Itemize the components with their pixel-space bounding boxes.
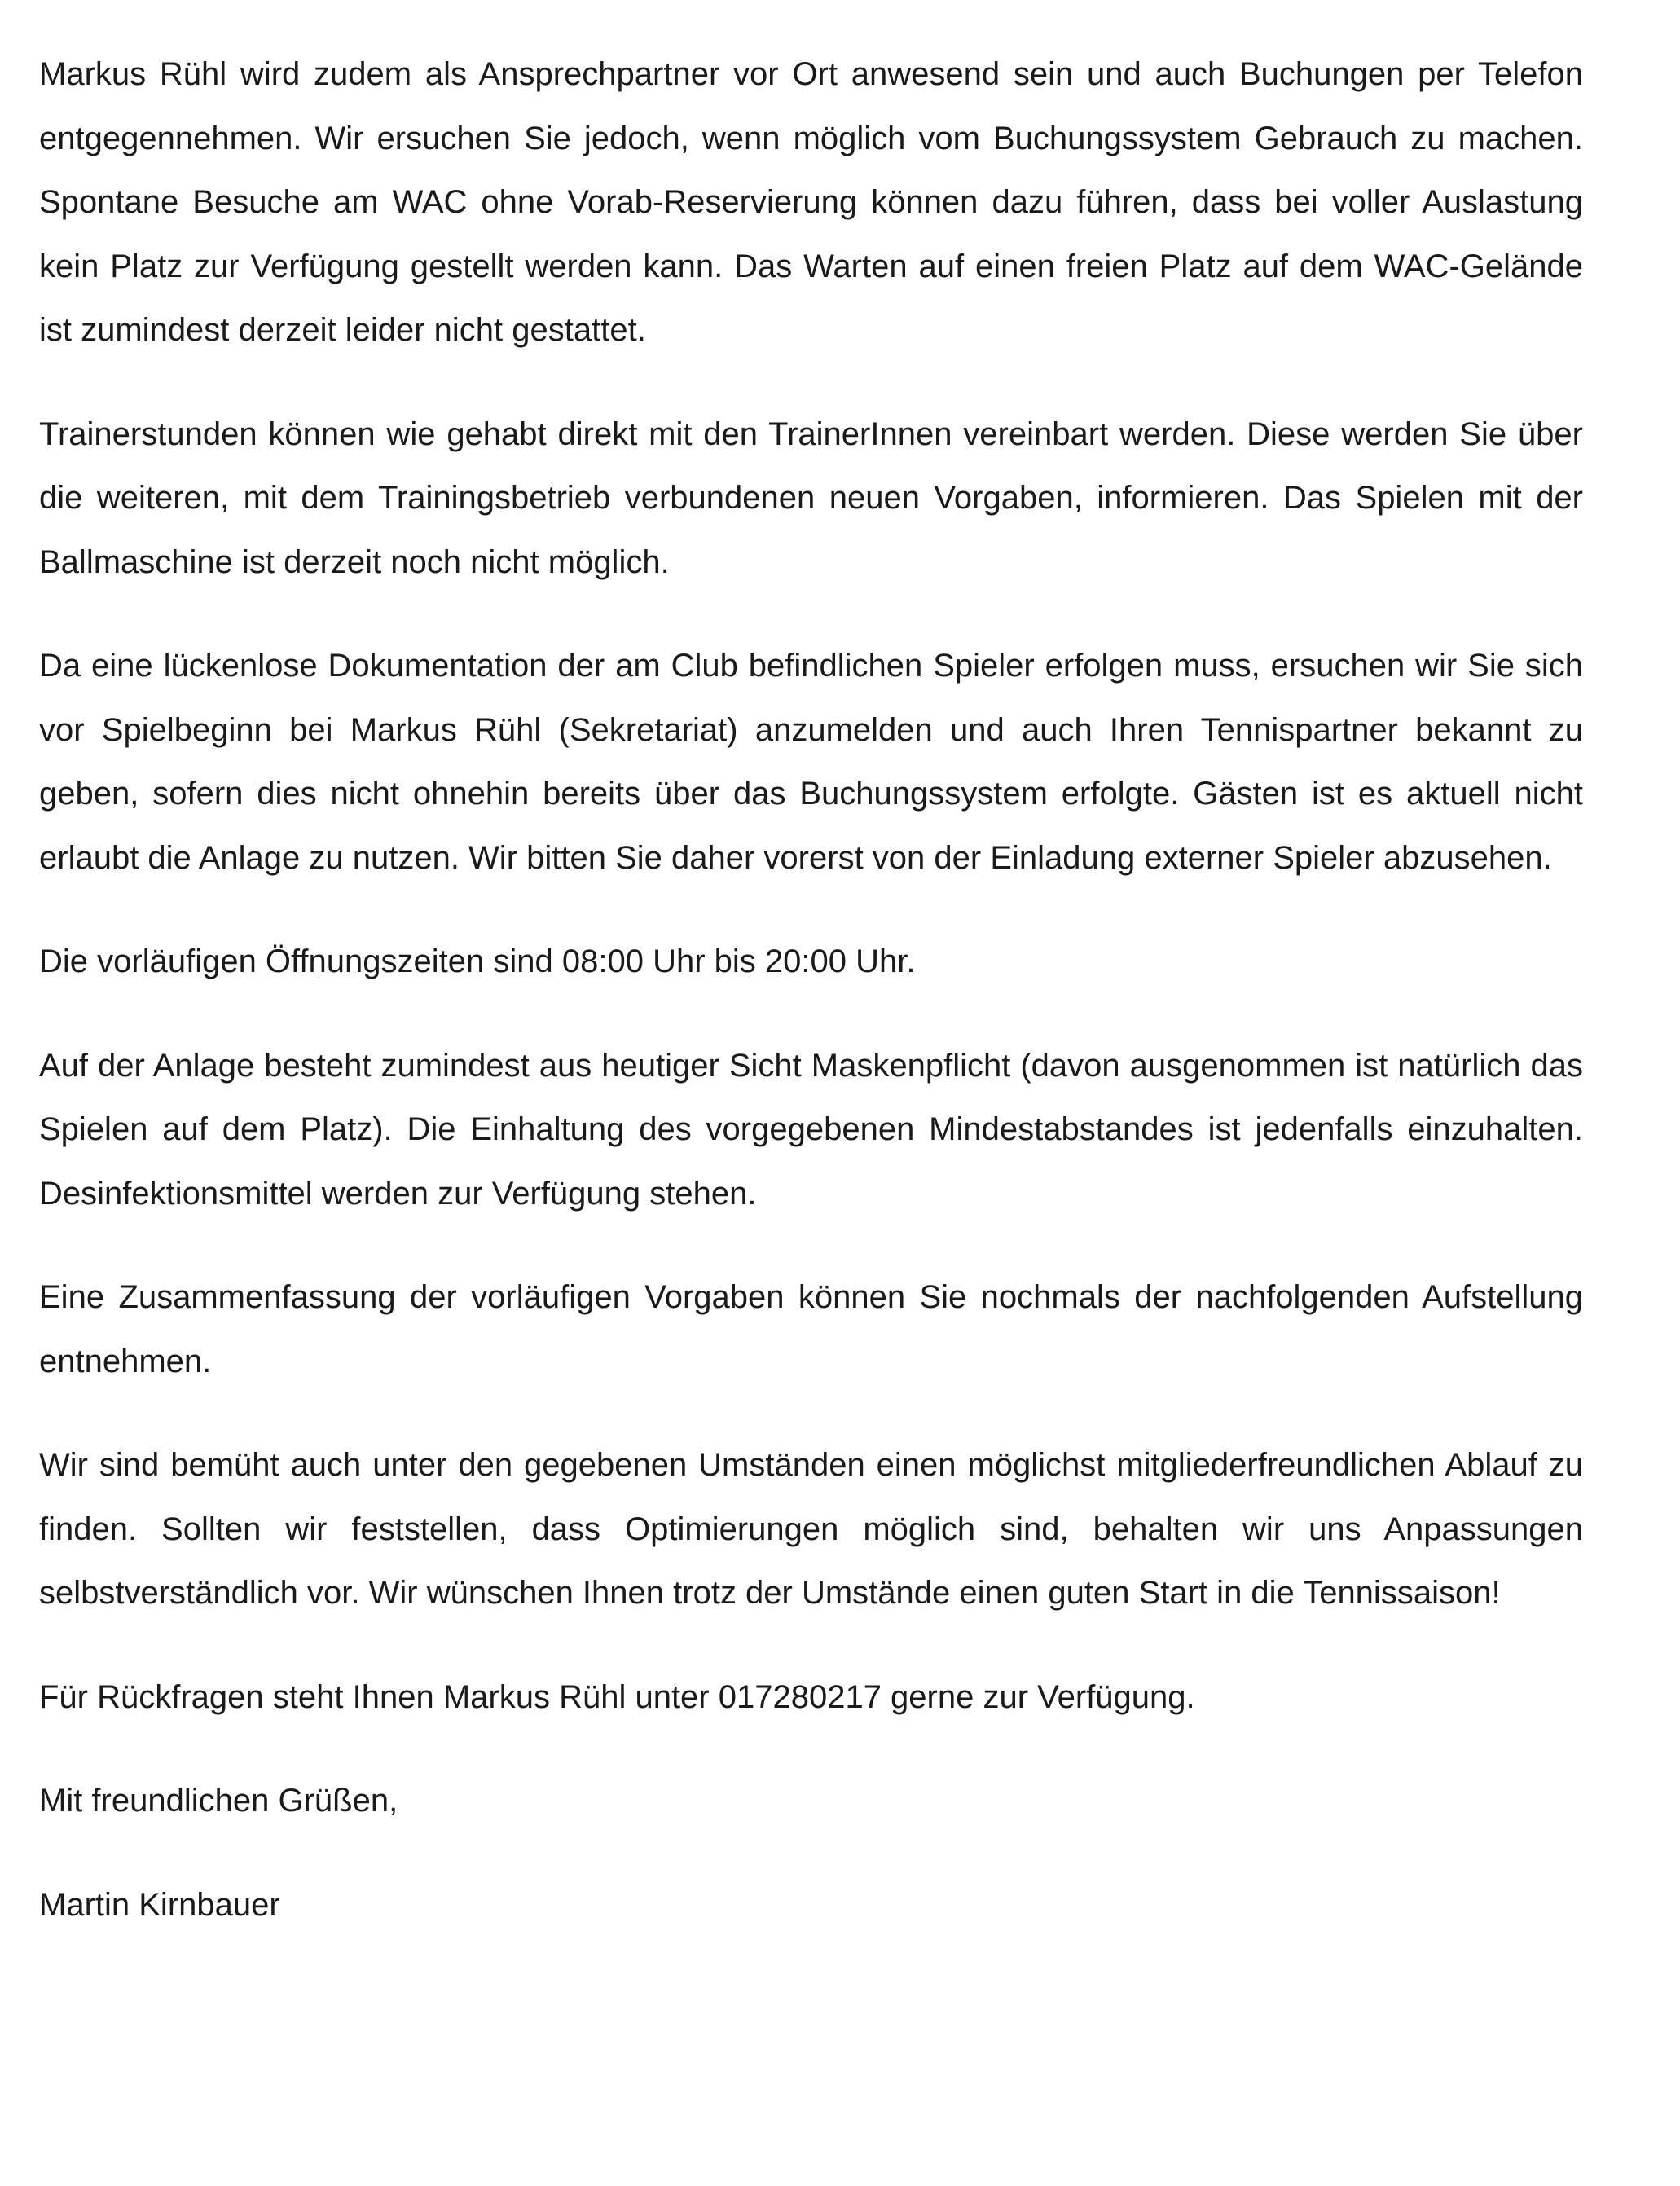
paragraph-opening-hours: Die vorläufigen Öffnungszeiten sind 08:00 Uhr bis 20:00 Uhr.: [39, 943, 916, 979]
paragraph-season-wishes: Wir sind bemüht auch unter den gegebenen Umständen einen möglichst mitgliederfreundlichen Ablauf zu finden. Sollten wir feststellen, dass Optimierungen möglich sind, behalten wir uns Anpassungen selbstverständlich vor. Wir wünschen Ihnen trotz der Umstände einen guten Start in die Tennissaison!: [39, 1447, 1583, 1611]
paragraph-booking-contact: Markus Rühl wird zudem als Ansprechpartner vor Ort anwesend sein und auch Buchungen per Telefon entgegennehmen. Wir ersuchen Sie jedoch, wenn möglich vom Buchungssystem Gebrauch zu machen. Spontane Besuche am WAC ohne Vorab-Reservierung können dazu führen, dass bei voller Auslastung kein Platz zur Verfügung gestellt werden kann. Das Warten auf einen freien Platz auf dem WAC-Gelände ist zumindest derzeit leider nicht gestattet.: [39, 56, 1583, 348]
paragraph-documentation: Da eine lückenlose Dokumentation der am Club befindlichen Spieler erfolgen muss, ersuchen wir Sie sich vor Spielbeginn bei Markus Rühl (Sekretariat) anzumelden und auch Ihren Tennispartner bekannt zu geben, sofern dies nicht ohnehin bereits über das Buchungssystem erfolgte. Gästen ist es aktuell nicht erlaubt die Anlage zu nutzen. Wir bitten Sie daher vorerst von der Einladung externer Spieler abzusehen.: [39, 648, 1583, 876]
closing-greeting: Mit freundlichen Grüßen,: [39, 1783, 398, 1819]
paragraph-mask-rules: Auf der Anlage besteht zumindest aus heutiger Sicht Maskenpflicht (davon ausgenommen ist natürlich das Spielen auf dem Platz). Die Einhaltung des vorgegebenen Mindestabstandes ist jedenfalls einzuhalten. Desinfektionsmittel werden zur Verfügung stehen.: [39, 1047, 1583, 1212]
paragraph-contact-phone: Für Rückfragen steht Ihnen Markus Rühl unter 017280217 gerne zur Verfügung.: [39, 1678, 1195, 1715]
paragraph-trainer-hours: Trainerstunden können wie gehabt direkt mit den TrainerInnen vereinbart werden. Diese werden Sie über die weiteren, mit dem Trainingsbetrieb verbundenen neuen Vorgaben, informieren. Das Spielen mit der Ballmaschine ist derzeit noch nicht möglich.: [39, 416, 1583, 580]
signature-name: Martin Kirnbauer: [39, 1886, 280, 1923]
letter-body: [39, 42, 1583, 1937]
paragraph-summary: Eine Zusammenfassung der vorläufigen Vorgaben können Sie nochmals der nachfolgenden Aufstellung entnehmen.: [39, 1279, 1583, 1379]
